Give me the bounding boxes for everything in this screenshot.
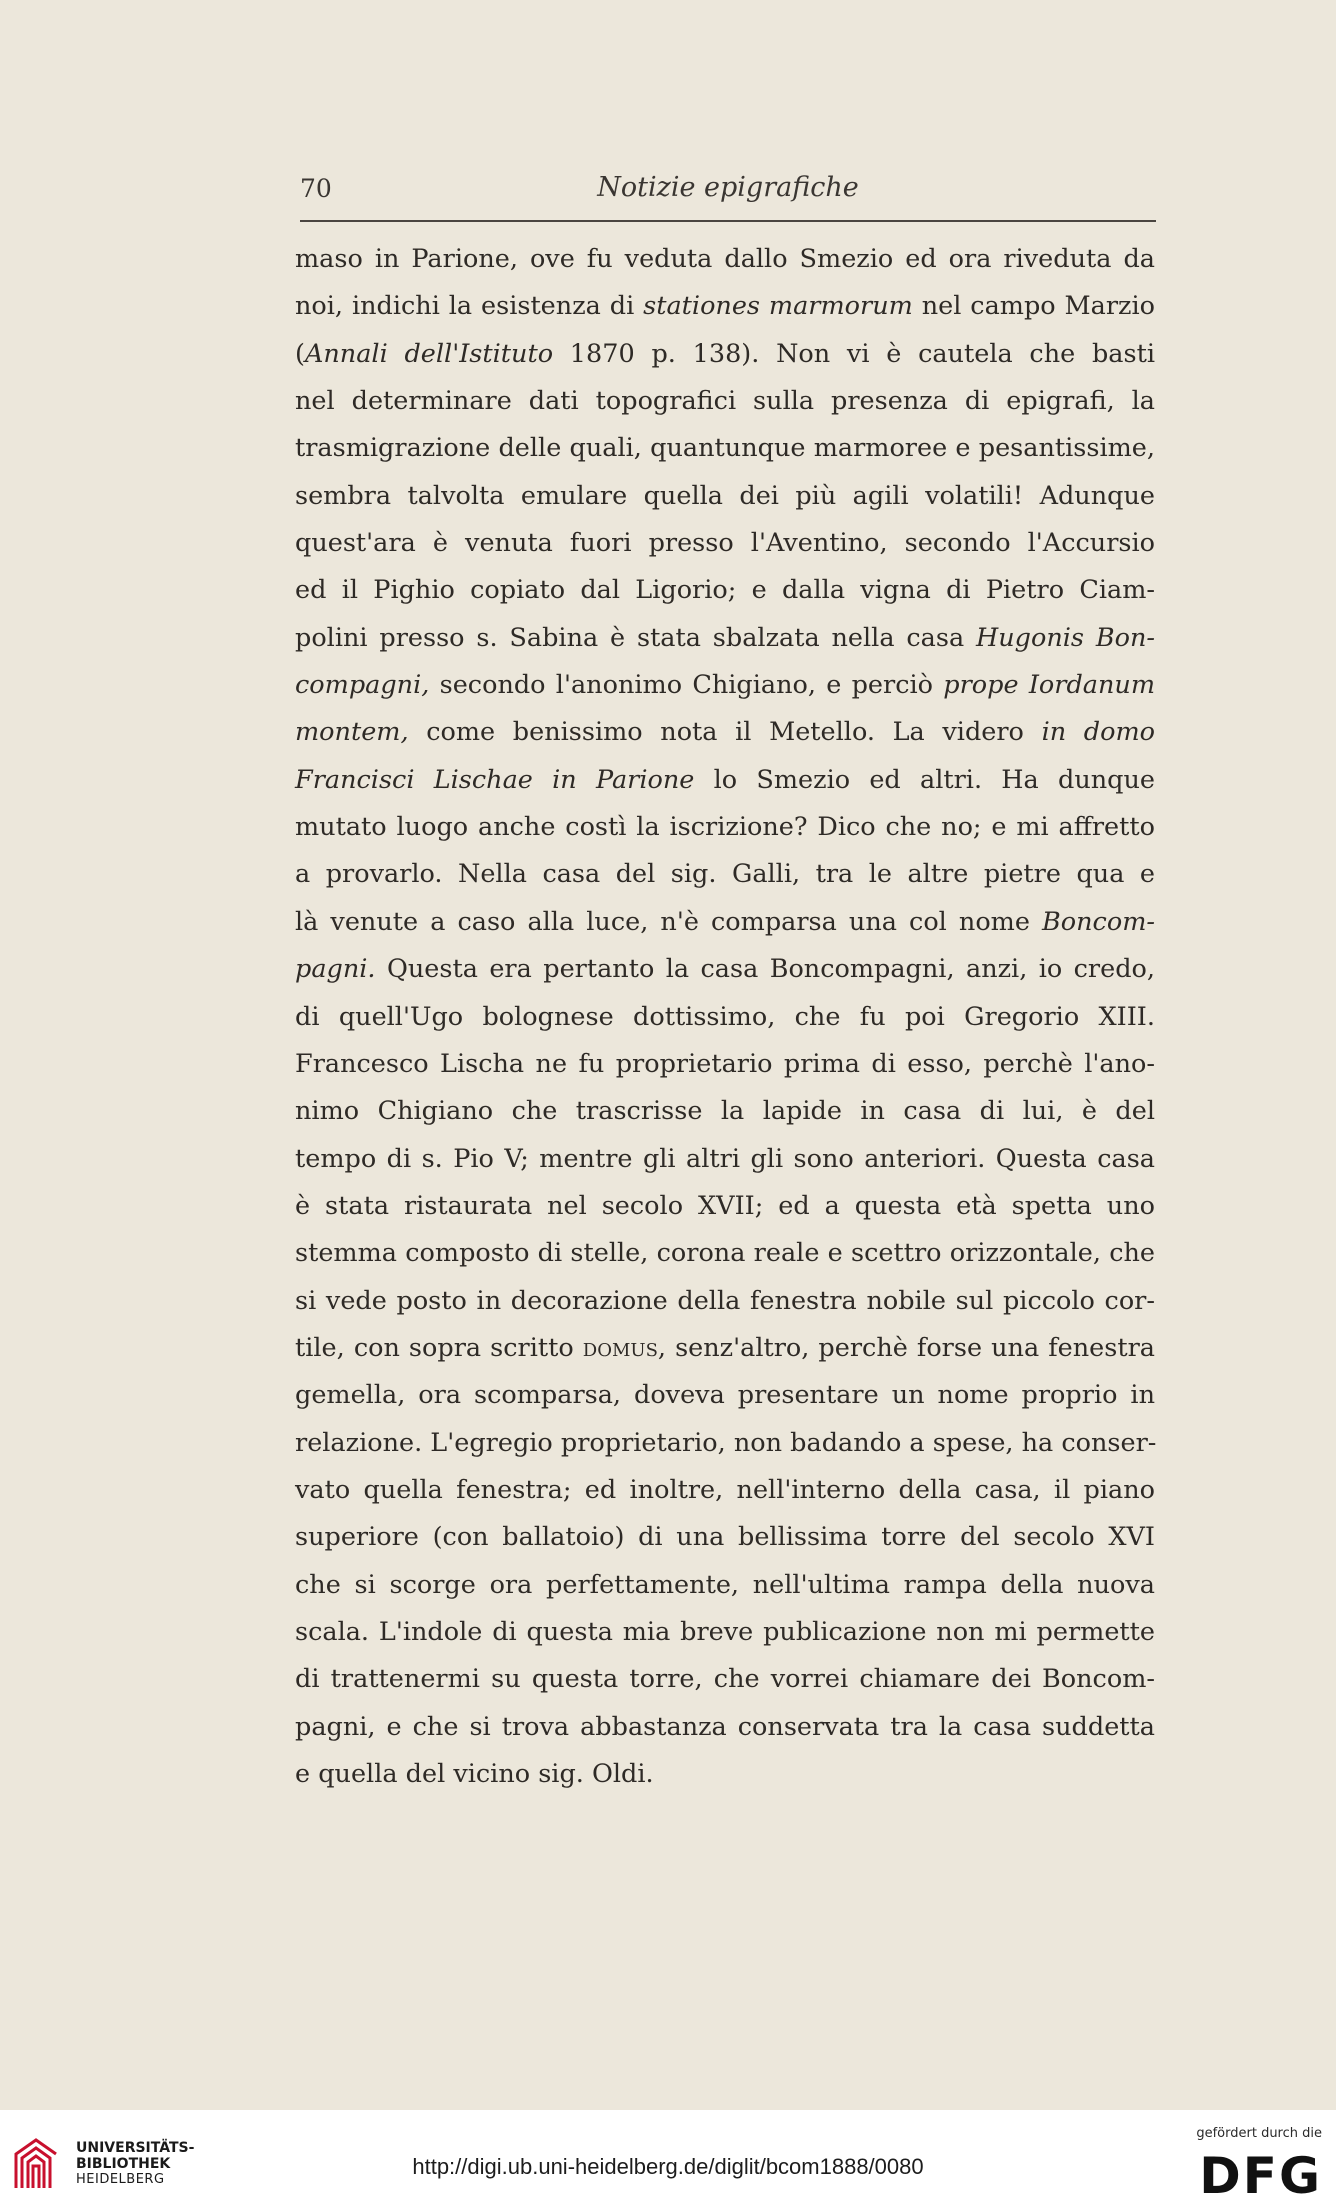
- text-line: di trattenermi su questa torre, che vorrei chiamare dei Boncom-: [295, 1664, 1155, 1695]
- page-header: [300, 170, 1156, 210]
- italic-span: montem,: [295, 717, 409, 748]
- text-line: pagni, e che si trova abbastanza conservata tra la casa suddetta: [295, 1711, 1155, 1742]
- text-line: montem, come benissimo nota il Metello. La videro in domo: [295, 717, 1155, 748]
- italic-span: compagni,: [295, 670, 430, 701]
- text-line: stemma composto di stelle, corona reale e scettro orizzontale, che: [295, 1238, 1155, 1269]
- running-title: Notizie epigrafiche: [597, 172, 859, 203]
- italic-span: prope Iordanum: [943, 670, 1155, 701]
- text-line: superiore (con ballatoio) di una bellissima torre del secolo XVI: [295, 1522, 1155, 1553]
- text-line: si vede posto in decorazione della fenestra nobile sul piccolo cor-: [295, 1285, 1155, 1316]
- text-line: ed il Pighio copiato dal Ligorio; e dalla vigna di Pietro Ciam-: [295, 575, 1155, 606]
- text-line: vato quella fenestra; ed inoltre, nell'interno della casa, il piano: [295, 1474, 1155, 1505]
- funded-by-label: gefördert durch die: [1196, 2126, 1322, 2141]
- text-line: là venute a caso alla luce, n'è comparsa una col nome Boncom-: [295, 906, 1155, 937]
- text-line: di quell'Ugo bolognese dottissimo, che fu poi Gregorio XIII.: [295, 1001, 1155, 1032]
- library-name-line1: UNIVERSITÄTS-: [76, 2140, 195, 2156]
- header-rule: [300, 220, 1156, 222]
- text-line: nel determinare dati topografici sulla presenza di epigrafi, la: [295, 386, 1155, 417]
- library-name-line2: BIBLIOTHEK: [76, 2156, 171, 2172]
- text-line: relazione. L'egregio proprietario, non badando a spese, ha conser-: [295, 1427, 1157, 1458]
- small-caps-span: domus: [582, 1332, 658, 1363]
- text-line: e quella del vicino sig. Oldi.: [295, 1759, 654, 1789]
- text-line: quest'ara è venuta fuori presso l'Aventino, secondo l'Accursio: [295, 528, 1155, 559]
- text-line: tempo di s. Pio V; mentre gli altri gli sono anteriori. Questa casa: [295, 1143, 1155, 1174]
- text-line: (Annali dell'Istituto 1870 p. 138). Non vi è cautela che basti: [295, 338, 1155, 369]
- text-line: noi, indichi la esistenza di stationes marmorum nel campo Marzio: [295, 291, 1155, 322]
- text-line: è stata ristaurata nel secolo XVII; ed a questa età spetta uno: [295, 1190, 1155, 1221]
- text-line: maso in Parione, ove fu veduta dallo Smezio ed ora riveduta da: [295, 244, 1155, 274]
- library-name-line3: HEIDELBERG: [76, 2172, 165, 2187]
- page-number: 70: [300, 174, 332, 203]
- italic-span: Boncom-: [1042, 906, 1155, 937]
- italic-span: pagni.: [295, 954, 376, 985]
- text-line: gemella, ora scomparsa, doveva presentare un nome proprio in: [295, 1380, 1155, 1411]
- text-line: pagni. Questa era pertanto la casa Boncompagni, anzi, io credo,: [295, 954, 1155, 985]
- text-line: tile, con sopra scritto domus, senz'altro, perchè forse una fenestra: [295, 1332, 1155, 1363]
- body-text: [295, 236, 1155, 1798]
- text-line: Francisci Lischae in Parione lo Smezio ed altri. Ha dunque: [295, 764, 1156, 795]
- text-line: sembra talvolta emulare quella dei più agili volatili! Adunque: [295, 480, 1155, 511]
- text-line: polini presso s. Sabina è stata sbalzata nella casa Hugonis Bon-: [295, 622, 1155, 653]
- text-line: scala. L'indole di questa mia breve publicazione non mi permette: [295, 1616, 1155, 1647]
- text-line: a provarlo. Nella casa del sig. Galli, tra le altre pietre qua e: [295, 859, 1155, 890]
- text-line: nimo Chigiano che trascrisse la lapide in casa di lui, è del: [295, 1096, 1155, 1127]
- italic-span: Hugonis Bon-: [976, 622, 1155, 653]
- text-line: compagni, secondo l'anonimo Chigiano, e perciò prope Iordanum: [295, 670, 1155, 701]
- italic-span: Annali dell'Istituto: [304, 338, 554, 369]
- text-line: Francesco Lischa ne fu proprietario prima di esso, perchè l'ano-: [295, 1048, 1155, 1079]
- dfg-logo: DFG: [1199, 2147, 1322, 2205]
- italic-span: Francisci Lischae in Parione: [295, 764, 695, 795]
- text-line: che si scorge ora perfettamente, nell'ultima rampa della nuova: [295, 1569, 1155, 1600]
- italic-span: stationes marmorum: [643, 291, 913, 322]
- text-line: mutato luogo anche costì la iscrizione? Dico che no; e mi affretto: [295, 812, 1155, 843]
- permalink-url[interactable]: http://digi.ub.uni-heidelberg.de/diglit/bcom1888/0080: [412, 2154, 924, 2179]
- italic-span: in domo: [1041, 717, 1155, 748]
- text-line: trasmigrazione delle quali, quantunque marmoree e pesantissime,: [295, 433, 1155, 464]
